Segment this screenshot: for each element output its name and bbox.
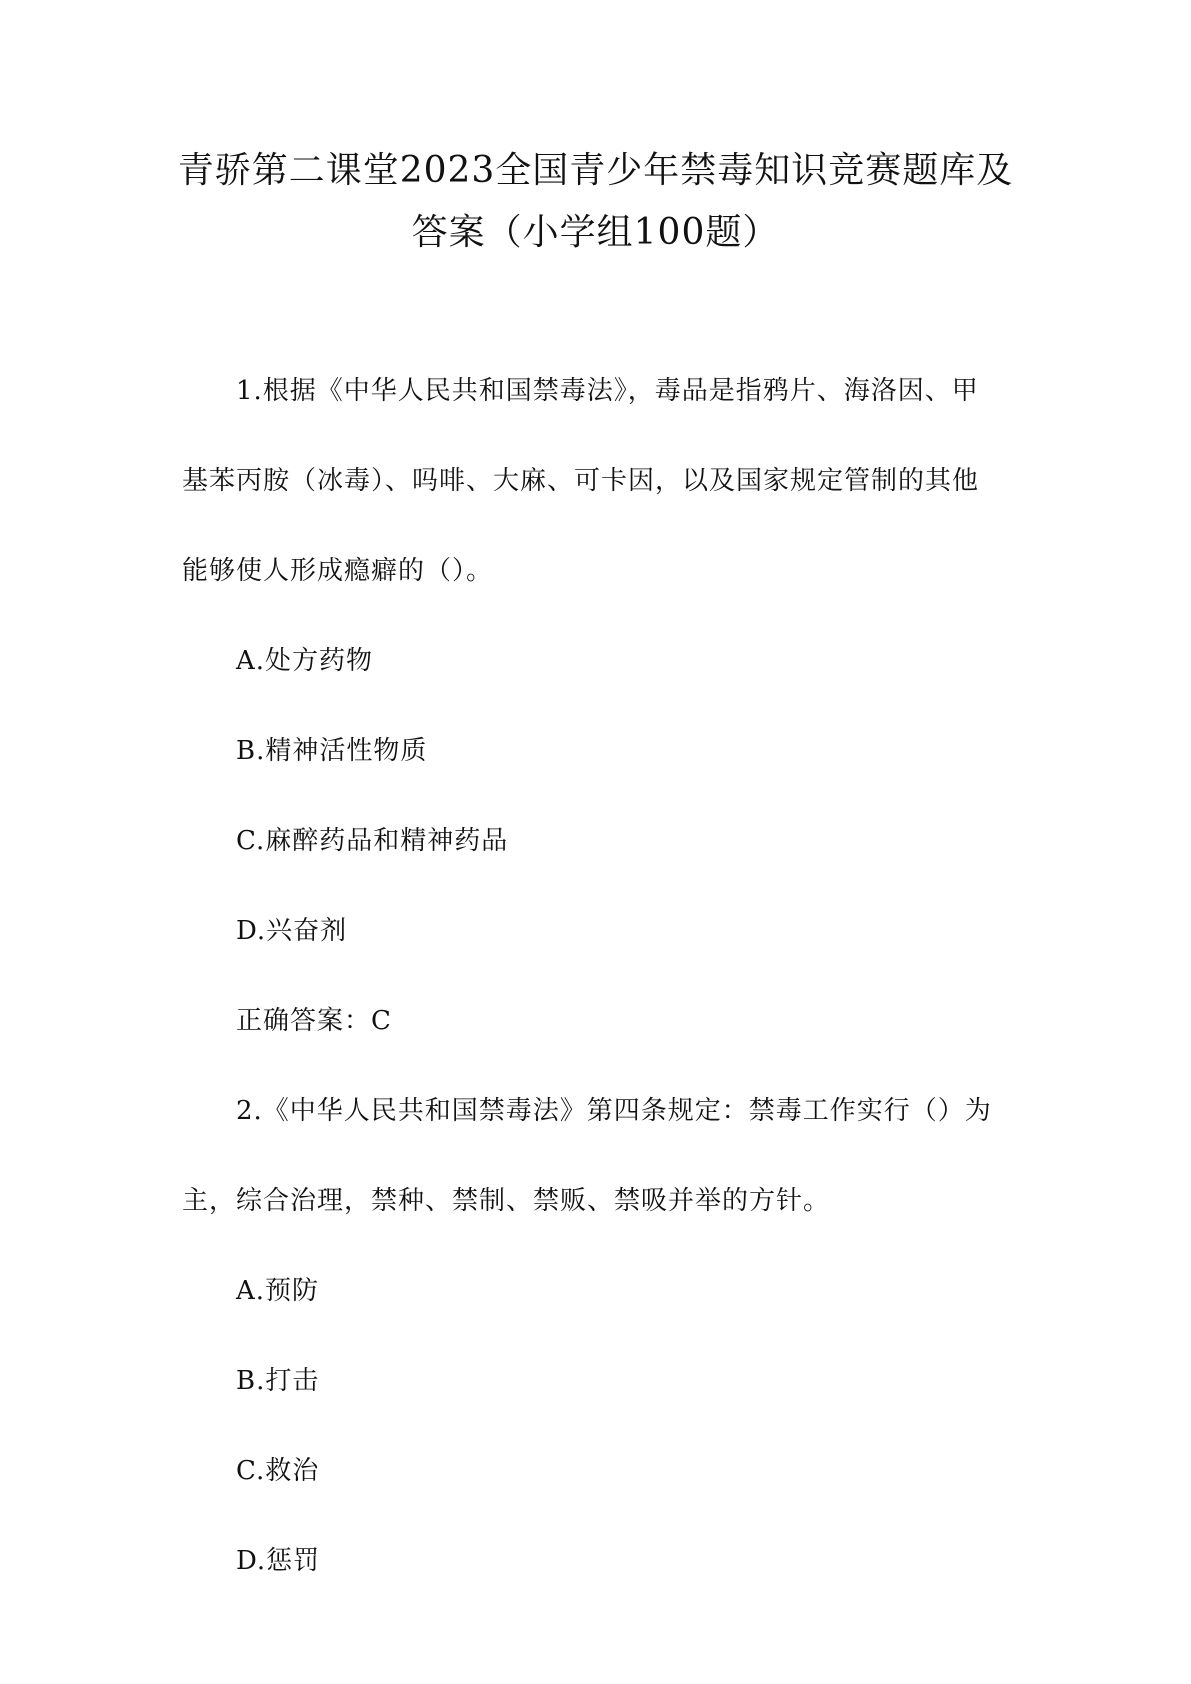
question-2-option-d: D.惩罚 <box>236 1546 321 1576</box>
question-1-option-b: B.精神活性物质 <box>236 736 428 766</box>
document-title <box>150 140 1041 264</box>
question-2-option-c: C.救治 <box>236 1456 320 1486</box>
question-1-line-2: 基苯丙胺（冰毒）、吗啡、大麻、可卡因，以及国家规定管制的其他 <box>182 466 980 496</box>
title-line-1: 青骄第二课堂2023全国青少年禁毒知识竞赛题库及 <box>177 150 1014 191</box>
question-2-line-2: 主，综合治理，禁种、禁制、禁贩、禁吸并举的方针。 <box>182 1186 831 1216</box>
question-1-answer: 正确答案：C <box>236 1006 392 1036</box>
title-line-2: 答案（小学组100题） <box>411 212 780 253</box>
question-2-line-1: 2.《中华人民共和国禁毒法》第四条规定：禁毒工作实行（）为 <box>236 1096 992 1126</box>
question-1-option-a: A.处方药物 <box>236 646 374 676</box>
question-1-line-3: 能够使人形成瘾癖的（）。 <box>182 556 494 586</box>
question-1-option-d: D.兴奋剂 <box>236 916 348 946</box>
question-1-option-c: C.麻醉药品和精神药品 <box>236 826 509 856</box>
question-2-option-b: B.打击 <box>236 1366 320 1396</box>
question-1-line-1: 1.根据《中华人民共和国禁毒法》，毒品是指鸦片、海洛因、甲 <box>236 376 979 406</box>
question-2-option-a: A.预防 <box>236 1276 320 1306</box>
